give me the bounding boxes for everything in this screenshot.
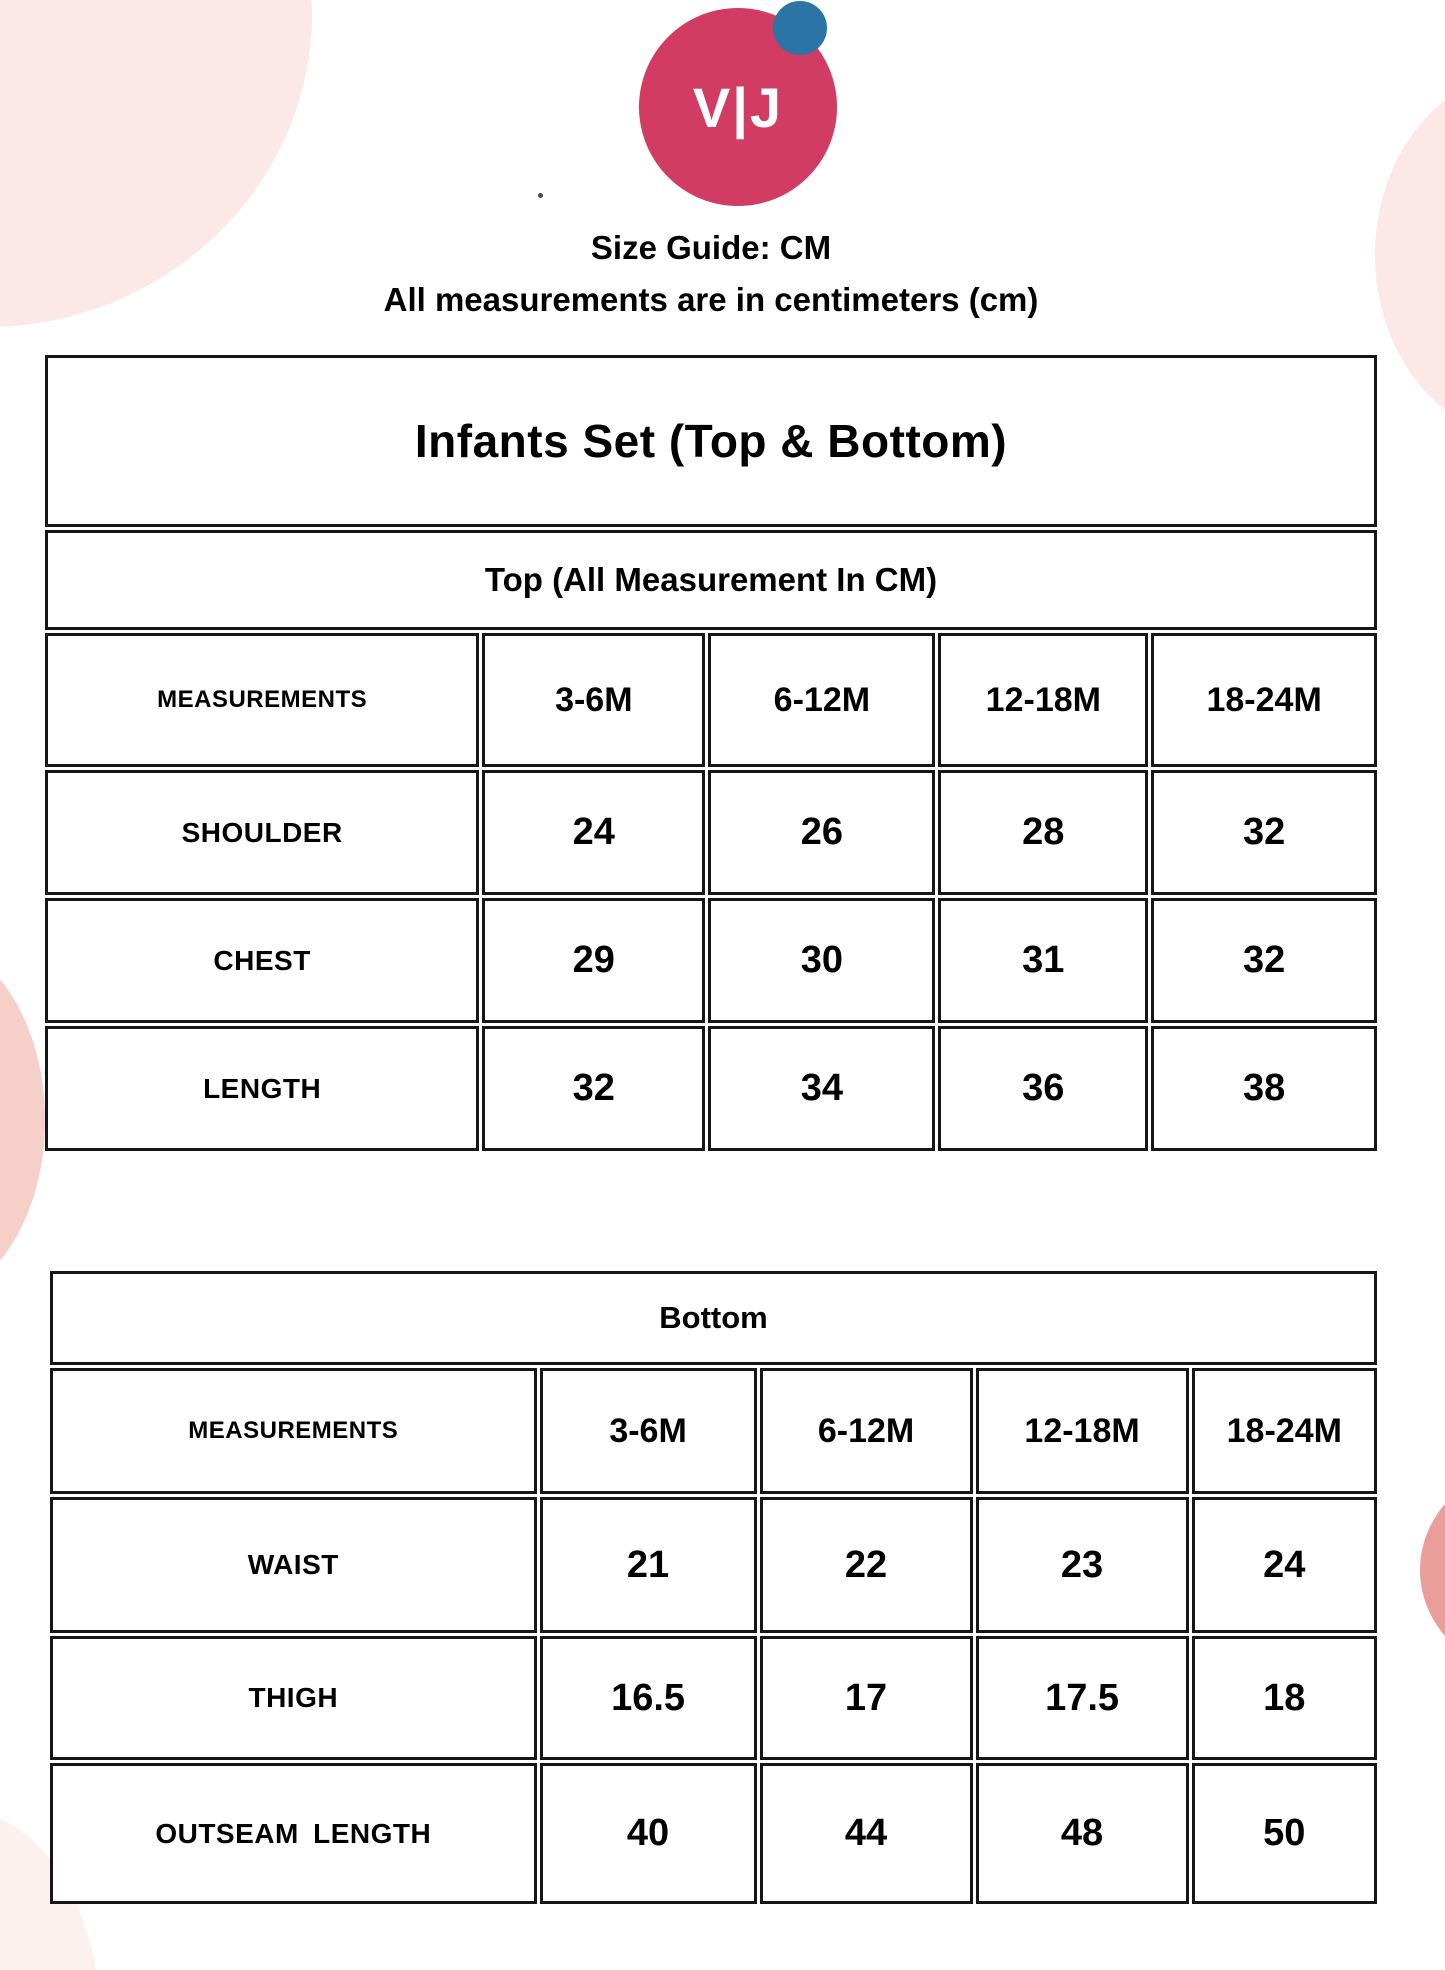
- cell-value: 32: [482, 1026, 705, 1151]
- cell-value: 22: [760, 1497, 973, 1633]
- top-table: [42, 352, 1380, 1154]
- column-header: 12-18M: [976, 1368, 1189, 1494]
- top-table-title-row: [45, 355, 1377, 527]
- top-table-title: Infants Set (Top & Bottom): [45, 355, 1377, 527]
- cell-value: 38: [1151, 1026, 1377, 1151]
- cell-value: 50: [1192, 1763, 1377, 1904]
- top-table-subtitle-row: [45, 530, 1377, 630]
- table-row-thigh: [50, 1636, 1377, 1760]
- column-header: 6-12M: [760, 1368, 973, 1494]
- top-table-header-row: [45, 633, 1377, 767]
- cell-value: 28: [938, 770, 1148, 895]
- cell-value: 24: [1192, 1497, 1377, 1633]
- brand-monogram: V|J: [692, 75, 784, 139]
- cell-value: 24: [482, 770, 705, 895]
- page-title: Size Guide: CM: [590, 229, 832, 266]
- cell-value: 26: [708, 770, 935, 895]
- row-label: CHEST: [45, 898, 479, 1023]
- column-header: 18-24M: [1192, 1368, 1377, 1494]
- page-subtitle: All measurements are in centimeters (cm): [383, 281, 1039, 318]
- cell-value: 18: [1192, 1636, 1377, 1760]
- column-header: 12-18M: [938, 633, 1148, 767]
- cell-value: 36: [938, 1026, 1148, 1151]
- row-label: LENGTH: [45, 1026, 479, 1151]
- table-row-shoulder: [45, 770, 1377, 895]
- cell-value: 23: [976, 1497, 1189, 1633]
- table-row-outseam-length: [50, 1763, 1377, 1904]
- brand-logo-dot-icon: [773, 1, 827, 55]
- table-row-waist: [50, 1497, 1377, 1633]
- row-label: THIGH: [50, 1636, 537, 1760]
- cell-value: 32: [1151, 770, 1377, 895]
- column-header: MEASUREMENTS: [45, 633, 479, 767]
- table-row-length: [45, 1026, 1377, 1151]
- cell-value: 21: [540, 1497, 757, 1633]
- cell-value: 17.5: [976, 1636, 1189, 1760]
- bottom-table-title-row: [50, 1271, 1377, 1365]
- column-header: 3-6M: [540, 1368, 757, 1494]
- row-label: SHOULDER: [45, 770, 479, 895]
- decor-blob-top-right: [1375, 70, 1445, 440]
- cell-value: 32: [1151, 898, 1377, 1023]
- cell-value: 17: [760, 1636, 973, 1760]
- row-label: WAIST: [50, 1497, 537, 1633]
- decor-blob-left-middle: [0, 940, 45, 1300]
- bottom-table-title: Bottom: [50, 1271, 1377, 1365]
- decor-blob-right-middle: [1420, 1460, 1445, 1680]
- column-header: 18-24M: [1151, 633, 1377, 767]
- cell-value: 16.5: [540, 1636, 757, 1760]
- top-table-subtitle: Top (All Measurement In CM): [45, 530, 1377, 630]
- cell-value: 31: [938, 898, 1148, 1023]
- column-header: 6-12M: [708, 633, 935, 767]
- bottom-table: [47, 1268, 1380, 1907]
- column-header: MEASUREMENTS: [50, 1368, 537, 1494]
- table-row-chest: [45, 898, 1377, 1023]
- cell-value: 29: [482, 898, 705, 1023]
- bottom-table-header-row: [50, 1368, 1377, 1494]
- row-label: OUTSEAM LENGTH: [50, 1763, 537, 1904]
- speck-dot: [538, 193, 543, 198]
- cell-value: 30: [708, 898, 935, 1023]
- cell-value: 34: [708, 1026, 935, 1151]
- cell-value: 48: [976, 1763, 1189, 1904]
- cell-value: 44: [760, 1763, 973, 1904]
- column-header: 3-6M: [482, 633, 705, 767]
- cell-value: 40: [540, 1763, 757, 1904]
